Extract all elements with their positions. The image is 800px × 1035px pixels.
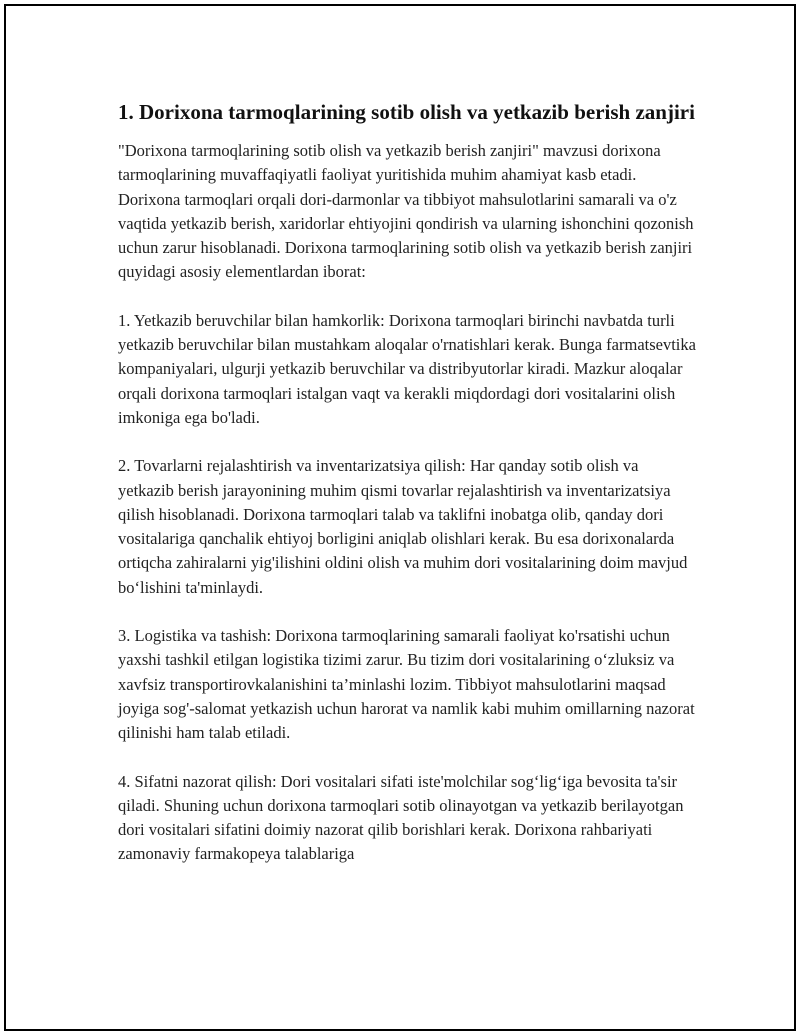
document-body [118,98,698,891]
page-frame [4,4,796,1031]
intro-paragraph: "Dorixona tarmoqlarining sotib olish va yetkazib berish zanjiri" mavzusi dorixona tarmoqlarining muvaffaqiyatli faoliyat yuritishida muhim ahamiyat kasb etadi. Dorixona tarmoqlari orqali dori-darmonlar va tibbiyot mahsulotlarini samarali va o'z vaqtida yetkazib berish, xaridorlar ehtiyojini qondirish va ularning ishonchini qozonish uchun zarur hisoblanadi. Dorixona tarmoqlarining sotib olish va yetkazib berish zanjiri quyidagi asosiy elementlardan iborat: [118,141,694,282]
section-heading: 1. Dorixona tarmoqlarining sotib olish va yetkazib berish zanjiri [118,100,695,124]
paragraph-inventory: 2. Tovarlarni rejalashtirish va inventarizatsiya qilish: Har qanday sotib olish va yetkazib berish jarayonining muhim qismi tovarlar rejalashtirish va inventarizatsiya qilish hisoblanadi. Dorixona tarmoqlari talab va taklifni inobatga olib, qanday dori vositalariga qanchalik ehtiyoj borligini aniqlab olishlari kerak. Bu esa dorixonalarda ortiqcha zahiralarni yig'ilishini oldini olish va muhim dori vositalarining doim mavjud bo‘lishini ta'minlaydi. [118,456,688,597]
paragraph-suppliers: 1. Yetkazib beruvchilar bilan hamkorlik: Dorixona tarmoqlari birinchi navbatda turli yetkazib beruvchilar bilan mustahkam aloqalar o'rnatishlari kerak. Bunga farmatsevtika kompaniyalari, ulgurji yetkazib beruvchilar va distribyutorlar kiradi. Mazkur aloqalar orqali dorixona tarmoqlari istalgan vaqt va kerakli miqdordagi dori vositalarini olish imkoniga ega bo'ladi. [118,310,696,427]
paragraph-quality: 4. Sifatni nazorat qilish: Dori vositalari sifati iste'molchilar sog‘lig‘iga bevosita ta'sir qiladi. Shuning uchun dorixona tarmoqlari sotib olinayotgan va yetkazib berilayotgan dori vositalari sifatini doimiy nazorat qilib borishlari kerak. Dorixona rahbariyati zamonaviy farmakopeya talablariga [118,771,684,864]
paragraph-logistics: 3. Logistika va tashish: Dorixona tarmoqlarining samarali faoliyat ko'rsatishi uchun yaxshi tashkil etilgan logistika tizimi zarur. Bu tizim dori vositalarining o‘zluksiz va xavfsiz transportirovkalanishini ta’minlashi lozim. Tibbiyot mahsulotlarini maqsad joyiga sog'-salomat yetkazish uchun harorat va namlik kabi muhim omillarning nazorat qilinishi ham talab etiladi. [118,626,695,743]
